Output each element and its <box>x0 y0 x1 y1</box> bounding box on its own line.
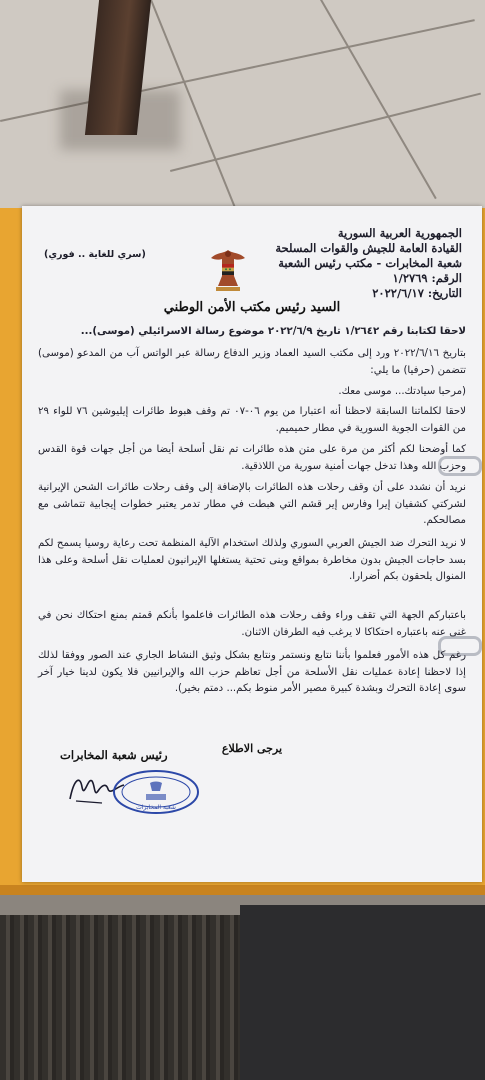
stamp-text: شعبة المخابرات <box>136 804 176 811</box>
official-stamp <box>112 769 200 815</box>
classification-label: (سري للغاية .. فوري) <box>44 249 146 260</box>
paragraph-warning: رغم كل هذه الأمور فعلموا بأننا نتابع ونستمر ونتابع بشكل وثيق النشاط الجاري عند الصور ووفقا لذلك إذا لاحظنا إعادة عمليات نقل الأسلحة من أجل تعاظم حزب الله والإيرانيين فلا يكون لدينا خيار آخر سوى إعادة التحرك وبشدة كبيرة مصير الأمر منوط بكم... دمتم بخير). <box>38 650 466 694</box>
dark-table-corner <box>240 905 485 1080</box>
document-title: السيد رئيس مكتب الأمن الوطني <box>163 300 341 315</box>
paragraph-cargo: نريد أن نشدد على أن وقف رحلات هذه الطائرات بالإضافة إلى وقف رحلات طائرات الشحن الإيرانية لشركتي كشفيان إيرا وفارس إير قشم التي هبطت في مطار تدمر يعتبر خطوات إيجابية تتماشى مع مصالحكم. <box>38 482 466 526</box>
paragraph-intro: بتاريخ ٢٠٢٢/٦/١٦ ورد إلى مكتب السيد العماد وزير الدفاع رسالة عبر الواتس آب من المدعو (موسى) تتضمن (حرفيا) ما يلي: <box>38 348 466 376</box>
closing-line: يرجى الاطلاع <box>221 742 283 755</box>
document-header <box>262 226 462 301</box>
header-line-date: التاريخ: ٢٠٢٢/٦/١٧ <box>372 286 462 300</box>
paragraph-friction: باعتباركم الجهة التي تقف وراء وقف رحلات هذه الطائرات فاعلموا بأنكم قمتم بمنع احتكاك نحن في غنى عنه باعتباره احتكاكا لا يرغب فيه الطرفان الاثنان. <box>38 610 466 638</box>
header-line-branch: شعبة المخابرات - مكتب رئيس الشعبة <box>278 256 462 270</box>
paragraph-greeting: (مرحبا سيادتك... موسى معك. <box>338 386 466 397</box>
paragraph-reference: لاحقا لكتابنا رقم ١/٢٦٤٢ تاريخ ٢٠٢٢/٦/٩ موضوع رسالة الاسرائيلي (موسى)... <box>80 326 466 337</box>
signer-title: رئيس شعبة المخابرات <box>60 748 168 762</box>
document-page <box>22 206 482 882</box>
eagle-emblem-icon <box>207 246 249 294</box>
person-shirt <box>0 915 240 1080</box>
paragraph-army: لا نريد التحرك ضد الجيش العربي السوري ولذلك استخدام الآلية المنظمة تحت رعاية روسيا يسمح لكم بسد حاجات الجيش بدون مخاطرة بمواقع وبنى تحتية يستغلها الإيرانيون لعمليات نقل أسلحة وعلى هذا المنوال يلحقون بكم أضرارا. <box>38 538 466 582</box>
header-line-command: القيادة العامة للجيش والقوات المسلحة <box>275 241 462 255</box>
header-line-number: الرقم: ١/٢٧٦٩ <box>392 271 462 285</box>
header-line-country: الجمهورية العربية السورية <box>337 226 462 240</box>
paragraph-flights: لاحقا لكلماتنا السابقة لاحظنا أنه اعتبارا من يوم ٠٦-٠٧ تم وقف هبوط طائرات إيليوشين ٧٦ للواء ٢٩ من القوات الجوية السورية في مطار حميميم. <box>38 406 466 434</box>
paragraph-weapons: كما أوضحنا لكم أكثر من مرة على متن هذه طائرات تم نقل أسلحة أيضا من أجل جهات قوة القدس وحزب الله وهذا تدخل جهات أمنية سورية من اللاذقية. <box>38 444 466 472</box>
